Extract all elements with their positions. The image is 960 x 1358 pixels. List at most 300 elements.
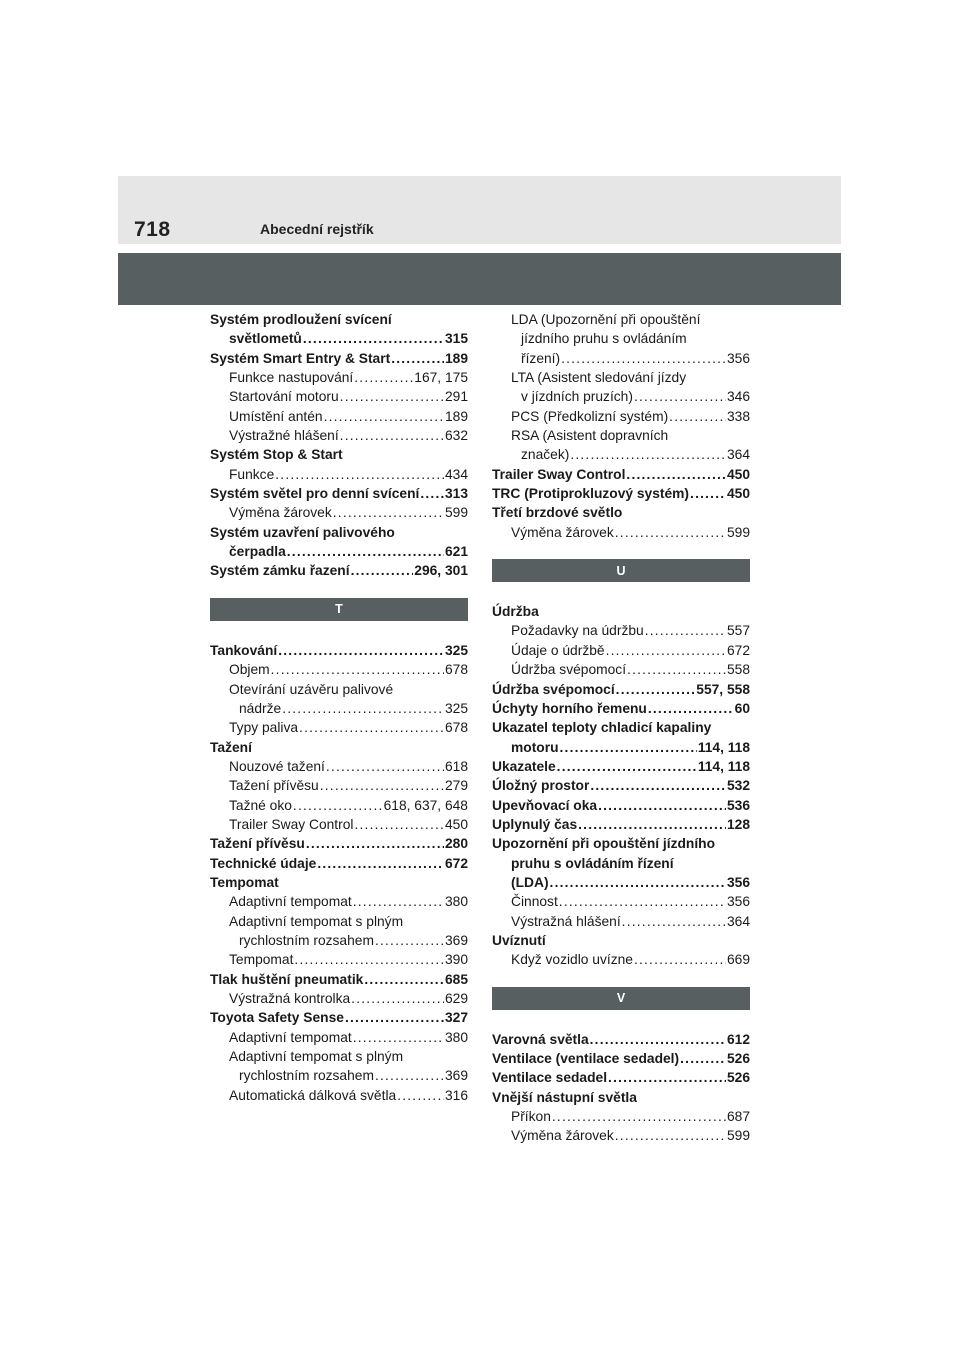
- index-entry: [492, 1030, 750, 1049]
- index-term: Upozornění při opouštění jízdního: [492, 836, 716, 852]
- index-column-right: [492, 310, 750, 1146]
- page-reference: 450: [726, 486, 750, 502]
- dot-leader: [275, 465, 444, 484]
- dot-leader: [278, 641, 444, 660]
- index-entry-line: [492, 834, 750, 853]
- index-entry: [210, 1047, 468, 1086]
- index-entry-continuation: [492, 873, 750, 892]
- dot-leader: [590, 776, 726, 795]
- index-entry: [492, 815, 750, 834]
- page-reference: 279: [444, 778, 468, 794]
- index-entry-line: [210, 465, 468, 484]
- index-entry: [492, 757, 750, 776]
- index-entry-line: [492, 621, 750, 640]
- index-term: Upevňovací oka: [492, 797, 598, 813]
- index-entry-continuation: [210, 699, 468, 718]
- index-entry-line: [210, 523, 468, 542]
- index-entry: [210, 796, 468, 815]
- index-term: Tempomat: [210, 874, 279, 890]
- index-entry-continuation: [210, 1066, 468, 1085]
- index-term: Výměna žárovek: [229, 505, 332, 521]
- page-reference: 114, 118: [697, 758, 750, 774]
- index-entry: [210, 1086, 468, 1105]
- index-entry-line: [492, 602, 750, 621]
- index-entry-line: [492, 1126, 750, 1145]
- index-entry: [492, 699, 750, 718]
- index-entry-line: [210, 718, 468, 737]
- dot-leader: [351, 561, 414, 580]
- page-header: [118, 176, 841, 244]
- dot-leader: [559, 892, 726, 911]
- index-entry-line: [492, 815, 750, 834]
- page-reference: 450: [726, 466, 750, 482]
- index-group: [492, 1030, 750, 1146]
- index-entry-line: [492, 796, 750, 815]
- dot-leader: [303, 329, 444, 348]
- index-term: motoru: [511, 739, 559, 755]
- index-term: Ventilace sedadel: [492, 1070, 608, 1086]
- page-reference: 189: [444, 408, 468, 424]
- index-term: RSA (Asistent dopravních: [511, 428, 669, 444]
- index-term: Když vozidlo uvízne: [511, 952, 633, 968]
- dot-leader: [287, 542, 444, 561]
- index-entry-line: [210, 349, 468, 368]
- page-reference: 380: [444, 1029, 468, 1045]
- index-term: Výměna žárovek: [511, 524, 614, 540]
- index-entry-line: [492, 465, 750, 484]
- page-reference: 685: [444, 971, 468, 987]
- index-term: Trailer Sway Control: [492, 466, 626, 482]
- index-entry: [492, 660, 750, 679]
- index-entry-line: [210, 680, 468, 699]
- index-term: Systém Stop & Start: [210, 447, 343, 463]
- index-entry: [210, 484, 468, 503]
- index-entry-line: [210, 834, 468, 853]
- dot-leader: [648, 699, 734, 718]
- dot-leader: [552, 1107, 726, 1126]
- index-entry-line: [210, 407, 468, 426]
- index-entry: [210, 854, 468, 873]
- index-term: Adaptivní tempomat s plným: [229, 1049, 404, 1065]
- index-entry-continuation: [492, 349, 750, 368]
- index-term: čerpadla: [229, 544, 286, 560]
- index-entry-line: [492, 368, 750, 387]
- index-entry: [492, 1126, 750, 1145]
- dot-leader: [299, 718, 444, 737]
- header-band: [118, 253, 841, 305]
- index-entry-line: [210, 1008, 468, 1027]
- page-reference: 526: [726, 1070, 750, 1086]
- index-term: (LDA): [511, 874, 549, 890]
- index-term: rychlostním rozsahem: [239, 1068, 374, 1084]
- index-entry-continuation: [210, 931, 468, 950]
- page-reference: 687: [726, 1109, 750, 1125]
- dot-leader: [561, 349, 726, 368]
- index-term: značek): [521, 447, 570, 463]
- dot-leader: [622, 912, 726, 931]
- page-reference: 338: [726, 408, 750, 424]
- index-entry: [210, 523, 468, 562]
- index-entry: [210, 426, 468, 445]
- index-term: nádrže: [239, 700, 282, 716]
- dot-leader: [616, 680, 696, 699]
- index-entry-line: [210, 387, 468, 406]
- page-reference: 557, 558: [696, 681, 750, 697]
- index-entry: [492, 892, 750, 911]
- dot-leader: [634, 950, 726, 969]
- page-reference: 599: [444, 505, 468, 521]
- index-entry: [210, 989, 468, 1008]
- index-entry-line: [492, 757, 750, 776]
- page-reference: 621: [444, 544, 468, 560]
- index-entry: [210, 465, 468, 484]
- page-reference: 114, 118: [697, 739, 750, 755]
- index-entry: [492, 718, 750, 757]
- index-term: Adaptivní tempomat: [229, 894, 352, 910]
- page-reference: 678: [444, 720, 468, 736]
- index-term: Umístění antén: [229, 408, 323, 424]
- index-entry: [492, 602, 750, 621]
- index-entry: [210, 349, 468, 368]
- dot-leader: [557, 757, 697, 776]
- index-entry-line: [210, 873, 468, 892]
- index-term: Výstražné hlášení: [229, 428, 339, 444]
- index-term: Údržba: [492, 604, 539, 620]
- index-term: Tankování: [210, 642, 278, 658]
- index-entry-line: [492, 1030, 750, 1049]
- index-entry: [492, 796, 750, 815]
- page-reference: 434: [444, 466, 468, 482]
- index-entry: [492, 465, 750, 484]
- index-term: Tažení přívěsu: [229, 778, 319, 794]
- dot-leader: [590, 1030, 726, 1049]
- index-entry-line: [492, 660, 750, 679]
- index-entry: [492, 503, 750, 522]
- index-entry-line: [210, 660, 468, 679]
- index-entry: [210, 718, 468, 737]
- index-entry: [210, 834, 468, 853]
- index-term: Ventilace (ventilace sedadel): [492, 1051, 680, 1066]
- index-entry-line: [210, 815, 468, 834]
- index-entry: [210, 970, 468, 989]
- index-entry-line: [210, 989, 468, 1008]
- index-entry: [210, 1028, 468, 1047]
- index-entry: [210, 738, 468, 757]
- index-entry-line: [210, 970, 468, 989]
- page-reference: 189: [444, 350, 468, 366]
- index-entry-line: [492, 503, 750, 522]
- page-number: 718: [134, 218, 171, 241]
- index-entry: [492, 912, 750, 931]
- index-group: [492, 602, 750, 970]
- page-reference: 356: [726, 350, 750, 366]
- dot-leader: [326, 757, 444, 776]
- index-term: Toyota Safety Sense: [210, 1010, 344, 1026]
- page-reference: 280: [444, 836, 468, 852]
- index-entry-continuation: [492, 738, 750, 757]
- index-entry-line: [210, 757, 468, 776]
- dot-leader: [634, 387, 726, 406]
- index-entry-line: [210, 1086, 468, 1105]
- index-entry-line: [492, 950, 750, 969]
- dot-leader: [608, 1068, 726, 1087]
- index-entry: [210, 310, 468, 349]
- page-reference: 632: [444, 428, 468, 444]
- index-entry-line: [492, 426, 750, 445]
- index-entry: [210, 641, 468, 660]
- index-entry-line: [210, 368, 468, 387]
- page-reference: 612: [726, 1031, 750, 1047]
- index-group: [210, 641, 468, 1105]
- page-reference: 678: [444, 662, 468, 678]
- index-term: Ukazatel teploty chladicí kapaliny: [492, 720, 712, 736]
- index-entry: [210, 873, 468, 892]
- page-reference: 380: [444, 894, 468, 910]
- index-term: Funkce: [229, 466, 275, 482]
- index-term: Činnost: [511, 894, 558, 910]
- page-reference: 316: [444, 1087, 468, 1103]
- index-entry-continuation: [492, 854, 750, 873]
- index-term: Tažení: [210, 739, 252, 755]
- index-entry: [492, 310, 750, 368]
- page-reference: 291: [444, 389, 468, 405]
- page-reference: 315: [444, 331, 468, 347]
- index-entry-line: [210, 796, 468, 815]
- index-column-left: [210, 310, 468, 1105]
- index-entry-line: [210, 503, 468, 522]
- dot-leader: [294, 950, 444, 969]
- index-entry-line: [210, 484, 468, 503]
- dot-leader: [340, 387, 444, 406]
- page-reference: 450: [444, 816, 468, 832]
- index-entry: [492, 1068, 750, 1087]
- index-entry-line: [492, 680, 750, 699]
- dot-leader: [645, 621, 726, 640]
- index-entry-line: [210, 892, 468, 911]
- index-entry-line: [492, 523, 750, 542]
- index-term: Údržba svépomocí: [511, 662, 627, 678]
- index-entry-line: [210, 445, 468, 464]
- index-entry-line: [210, 912, 468, 931]
- index-term: Technické údaje: [210, 855, 317, 871]
- dot-leader: [578, 815, 726, 834]
- index-group: [492, 310, 750, 542]
- page-reference: 356: [726, 894, 750, 910]
- index-term: Systém světel pro denní svícení: [210, 486, 420, 502]
- index-term: Trailer Sway Control: [229, 816, 354, 832]
- section-letter-v: V: [492, 987, 750, 1010]
- index-entry-line: [210, 776, 468, 795]
- index-term: Tempomat: [229, 952, 294, 968]
- dot-leader: [293, 796, 383, 815]
- index-term: Varovná světla: [492, 1031, 589, 1047]
- index-entry-line: [492, 407, 750, 426]
- page-reference: 369: [444, 932, 468, 948]
- index-term: Úložný prostor: [492, 778, 590, 794]
- index-entry: [210, 368, 468, 387]
- index-term: v jízdních pruzích): [521, 389, 633, 405]
- index-entry: [492, 621, 750, 640]
- index-entry: [492, 426, 750, 465]
- index-entry-continuation: [210, 329, 468, 348]
- index-entry: [492, 368, 750, 407]
- page-reference: 167, 175: [414, 370, 468, 386]
- page-reference: 325: [444, 700, 468, 716]
- index-term: Tažné oko: [229, 797, 292, 813]
- dot-leader: [391, 349, 444, 368]
- index-term: Systém Smart Entry & Start: [210, 350, 391, 366]
- index-term: Údržba svépomocí: [492, 681, 615, 697]
- dot-leader: [353, 892, 444, 911]
- index-term: Požadavky na údržbu: [511, 623, 644, 639]
- index-entry: [492, 523, 750, 542]
- index-entry: [492, 931, 750, 950]
- index-entry-line: [492, 310, 750, 329]
- index-term: Funkce nastupování: [229, 370, 354, 386]
- index-entry: [210, 757, 468, 776]
- dot-leader: [560, 738, 697, 757]
- page-reference: 296, 301: [414, 563, 468, 579]
- index-term: Tlak huštění pneumatik: [210, 971, 364, 987]
- index-term: Adaptivní tempomat s plným: [229, 913, 404, 929]
- index-entry-line: [492, 1049, 750, 1068]
- index-entry-line: [492, 484, 750, 503]
- index-term: LTA (Asistent sledování jízdy: [511, 370, 687, 386]
- page-reference: 313: [444, 486, 468, 502]
- page-reference: 346: [726, 389, 750, 405]
- index-term: Typy paliva: [229, 720, 299, 736]
- index-term: Výstražná hlášení: [511, 913, 621, 929]
- index-term: světlometů: [229, 331, 302, 347]
- index-entry-line: [492, 776, 750, 795]
- index-term: Objem: [229, 662, 270, 678]
- index-entry-continuation: [492, 387, 750, 406]
- index-entry: [210, 445, 468, 464]
- dot-leader: [690, 484, 726, 503]
- index-entry-line: [492, 1068, 750, 1087]
- section-letter-t: T: [210, 598, 468, 621]
- index-entry-line: [210, 310, 468, 329]
- index-term: jízdního pruhu s ovládáním: [521, 331, 687, 347]
- index-term: pruhu s ovládáním řízení: [511, 855, 674, 871]
- dot-leader: [626, 465, 726, 484]
- page-title: Abecední rejstřík: [260, 221, 374, 237]
- index-entry: [492, 1107, 750, 1126]
- index-entry-line: [492, 912, 750, 931]
- index-entry-line: [492, 641, 750, 660]
- page-reference: 672: [726, 642, 750, 658]
- page-reference: 599: [726, 524, 750, 540]
- index-entry-line: [210, 1028, 468, 1047]
- index-term: Výstražná kontrolka: [229, 991, 351, 1006]
- index-term: rychlostním rozsahem: [239, 932, 374, 948]
- page-reference: 364: [726, 913, 750, 929]
- index-term: Startování motoru: [229, 389, 339, 405]
- index-term: Uvíznutí: [492, 932, 546, 948]
- index-entry: [210, 680, 468, 719]
- page-reference: 558: [726, 662, 750, 678]
- index-entry-continuation: [492, 329, 750, 348]
- page-reference: 669: [726, 952, 750, 968]
- index-entry-line: [492, 699, 750, 718]
- index-term: Příkon: [511, 1109, 551, 1125]
- dot-leader: [345, 1008, 444, 1027]
- section-letter-u: U: [492, 559, 750, 582]
- index-term: Systém zámku řazení: [210, 563, 350, 579]
- index-term: LDA (Upozornění při opouštění: [511, 312, 701, 327]
- index-entry: [492, 484, 750, 503]
- page-reference: 618: [444, 758, 468, 774]
- dot-leader: [669, 407, 726, 426]
- index-term: Úchyty horního řemenu: [492, 700, 647, 716]
- dot-leader: [354, 368, 413, 387]
- index-entry-line: [492, 1088, 750, 1107]
- index-entry: [492, 407, 750, 426]
- dot-leader: [627, 660, 726, 679]
- index-term: Ukazatele: [492, 758, 556, 774]
- index-term: Vnější nástupní světla: [492, 1089, 637, 1105]
- dot-leader: [354, 815, 444, 834]
- index-term: Nouzové tažení: [229, 758, 325, 774]
- dot-leader: [680, 1049, 726, 1068]
- index-entry-line: [210, 561, 468, 580]
- index-entry-line: [492, 931, 750, 950]
- index-entry-line: [492, 718, 750, 737]
- dot-leader: [420, 484, 444, 503]
- dot-leader: [324, 407, 444, 426]
- page-reference: 672: [444, 855, 468, 871]
- page-reference: 618, 637, 648: [383, 797, 468, 813]
- index-entry-line: [492, 892, 750, 911]
- index-term: Systém prodloužení svícení: [210, 312, 392, 327]
- index-entry: [210, 912, 468, 951]
- page-reference: 532: [726, 778, 750, 794]
- dot-leader: [570, 445, 726, 464]
- index-entry-line: [210, 738, 468, 757]
- index-term: PCS (Předkolizní systém): [511, 408, 669, 424]
- index-term: Otevírání uzávěru palivové: [229, 681, 394, 697]
- dot-leader: [375, 1066, 444, 1085]
- index-term: řízení): [521, 350, 561, 366]
- index-entry: [210, 950, 468, 969]
- index-entry: [492, 1088, 750, 1107]
- index-entry: [492, 680, 750, 699]
- index-term: Uplynulý čas: [492, 816, 578, 832]
- index-entry: [210, 660, 468, 679]
- index-entry: [210, 892, 468, 911]
- page-reference: 364: [726, 447, 750, 463]
- index-entry: [492, 1049, 750, 1068]
- dot-leader: [351, 989, 444, 1008]
- index-entry: [210, 503, 468, 522]
- dot-leader: [598, 796, 726, 815]
- page-reference: 536: [726, 797, 750, 813]
- index-entry-continuation: [210, 542, 468, 561]
- index-term: Adaptivní tempomat: [229, 1029, 352, 1045]
- index-entry-line: [210, 426, 468, 445]
- dot-leader: [375, 931, 444, 950]
- page-reference: 327: [444, 1010, 468, 1026]
- page-reference: 60: [734, 700, 750, 716]
- index-entry: [492, 776, 750, 795]
- page-reference: 390: [444, 952, 468, 968]
- page-reference: 369: [444, 1068, 468, 1084]
- index-entry: [492, 641, 750, 660]
- index-entry-line: [210, 641, 468, 660]
- index-term: Údaje o údržbě: [511, 642, 605, 658]
- index-entry: [210, 407, 468, 426]
- dot-leader: [550, 873, 726, 892]
